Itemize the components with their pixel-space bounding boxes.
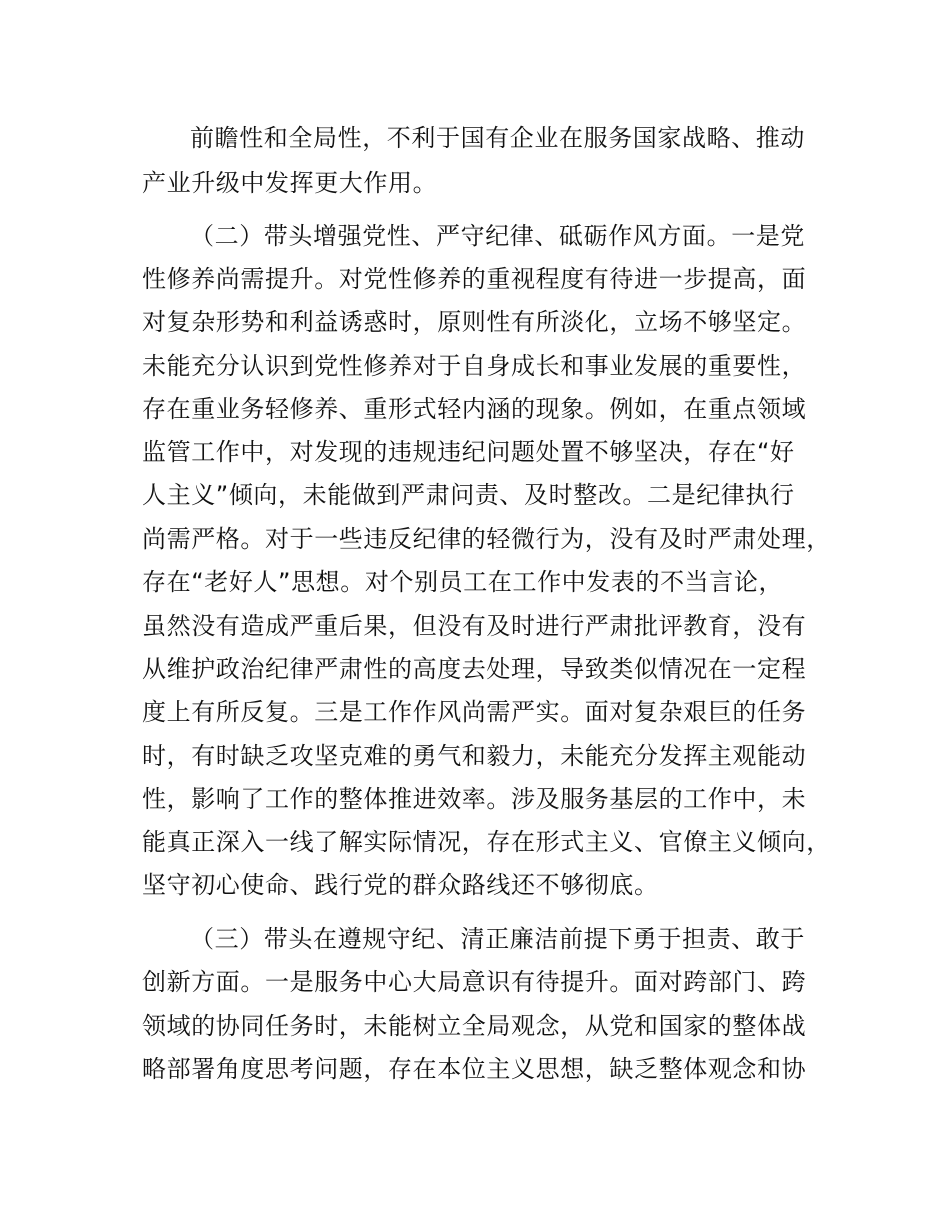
text-line: 略部署角度思考问题，存在本位主义思想，缺乏整体观念和协 — [142, 1055, 807, 1083]
text-line: 产业升级中发挥更大作用。 — [142, 169, 438, 197]
text-line: 对复杂形势和利益诱惑时，原则性有所淡化，立场不够坚定。 — [142, 308, 807, 336]
text-line: 度上有所反复。三是工作作风尚需严实。面对复杂艰巨的任务 — [142, 698, 807, 726]
text-line: 性，影响了工作的整体推进效率。涉及服务基层的工作中，未 — [142, 785, 807, 813]
text-line: 尚需严格。对于一些违反纪律的轻微行为，没有及时严肃处理， — [142, 525, 831, 553]
text-line: 存在“老好人”思想。对个别员工在工作中发表的不当言论， — [142, 568, 784, 596]
text-line: 从维护政治纪律严肃性的高度去处理，导致类似情况在一定程 — [142, 655, 807, 683]
text-line: 人主义”倾向，未能做到严肃问责、及时整改。二是纪律执行 — [142, 481, 795, 509]
text-line: 创新方面。一是服务中心大局意识有待提升。面对跨部门、跨 — [142, 968, 807, 996]
text-line: （二）带头增强党性、严守纪律、砥砺作风方面。一是党 — [190, 222, 805, 250]
text-line: （三）带头在遵规守纪、清正廉洁前提下勇于担责、敢于 — [190, 925, 805, 953]
text-line: 存在重业务轻修养、重形式轻内涵的现象。例如，在重点领域 — [142, 395, 807, 423]
text-line: 监管工作中，对发现的违规违纪问题处置不够坚决，存在“好 — [142, 438, 795, 466]
text-line: 能真正深入一线了解实际情况，存在形式主义、官僚主义倾向， — [142, 828, 831, 856]
text-line: 虽然没有造成严重后果，但没有及时进行严肃批评教育，没有 — [142, 612, 807, 640]
text-line: 坚守初心使命、践行党的群众路线还不够彻底。 — [142, 871, 659, 899]
text-line: 时，有时缺乏攻坚克难的勇气和毅力，未能充分发挥主观能动 — [142, 742, 807, 770]
text-line: 领域的协同任务时，未能树立全局观念，从党和国家的整体战 — [142, 1012, 807, 1040]
text-line: 未能充分认识到党性修养对于自身成长和事业发展的重要性， — [142, 352, 807, 380]
text-line: 前瞻性和全局性，不利于国有企业在服务国家战略、推动 — [190, 124, 805, 152]
text-line: 性修养尚需提升。对党性修养的重视程度有待进一步提高，面 — [142, 265, 807, 293]
